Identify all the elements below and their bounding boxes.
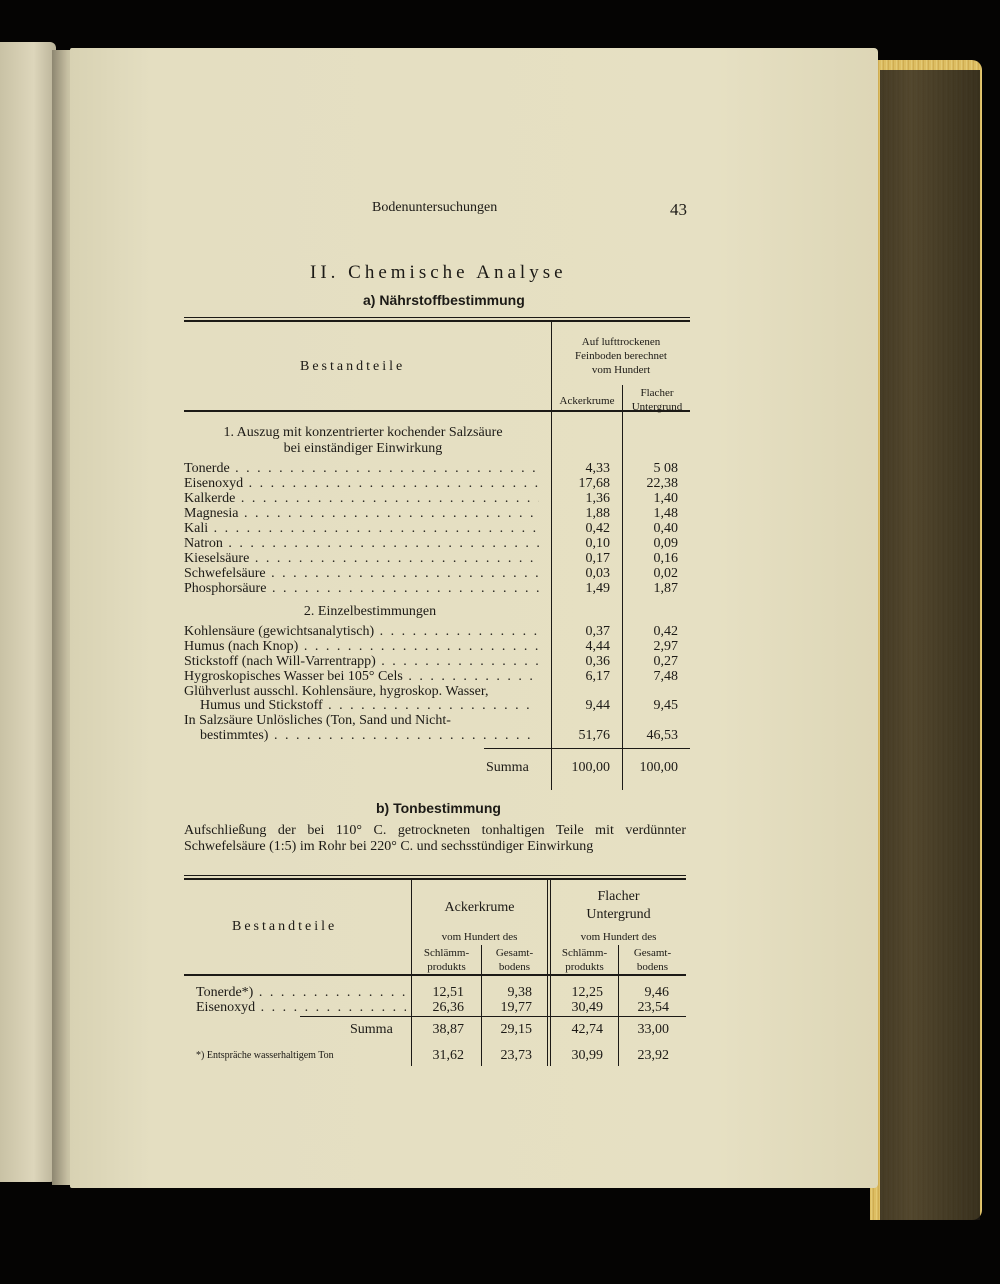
sub-line: Gesamt- bbox=[495, 947, 534, 959]
value: 23,92 bbox=[637, 1048, 669, 1063]
value-untergrund: 0,42 bbox=[653, 624, 678, 639]
book-cover-shadow bbox=[880, 70, 980, 1220]
summa-label: Summa bbox=[350, 1022, 393, 1037]
table1-col-label: Bestandteile bbox=[300, 359, 406, 374]
sub-schlaemm-2 bbox=[551, 946, 618, 974]
row-label: Hygroskopisches Wasser bei 105° Cels . . . bbox=[184, 669, 539, 684]
value-ackerkrume: 51,76 bbox=[578, 728, 610, 743]
row-label-line1: Glühverlust ausschl. Kohlensäure, hygroskop. Wasser, bbox=[184, 684, 489, 699]
value: 9,46 bbox=[644, 985, 669, 1000]
table1-col-divider bbox=[551, 322, 552, 790]
row-label: Kalkerde . . . bbox=[184, 491, 539, 506]
sub-schlaemm-1 bbox=[412, 946, 481, 974]
table1-top-rule-2 bbox=[184, 320, 690, 322]
subsection-b-title: b) Tonbestimmung bbox=[376, 800, 501, 816]
group-header-line: Feinboden berechnet bbox=[575, 350, 667, 362]
value-ackerkrume: 17,68 bbox=[578, 476, 610, 491]
row-label-line2: Humus und Stickstoff . . . bbox=[200, 698, 530, 713]
row-label: Eisenoxyd . . . bbox=[196, 1000, 406, 1015]
subsection-a-title: a) Nährstoffbestimmung bbox=[363, 292, 525, 308]
table2-col-divider-double bbox=[547, 880, 548, 1066]
running-title: Bodenuntersuchungen bbox=[372, 200, 498, 215]
value: 19,77 bbox=[500, 1000, 532, 1015]
value: 42,74 bbox=[571, 1022, 603, 1037]
value: 12,25 bbox=[571, 985, 603, 1000]
value: 31,62 bbox=[432, 1048, 464, 1063]
row-label: Natron . . . bbox=[184, 536, 539, 551]
value-untergrund: 22,38 bbox=[646, 476, 678, 491]
footnote-label: *) Entspräche wasserhaltigem Ton bbox=[196, 1050, 334, 1061]
value-ackerkrume: 0,37 bbox=[585, 624, 610, 639]
group1-title bbox=[188, 425, 538, 457]
value-untergrund: 0,27 bbox=[653, 654, 678, 669]
vom-hundert-untergrund: vom Hundert des bbox=[580, 931, 657, 943]
table2-col-label: Bestandteile bbox=[232, 919, 338, 934]
header-line: Flacher bbox=[597, 889, 640, 904]
table2-flacher-untergrund bbox=[551, 888, 686, 924]
value: 12,51 bbox=[432, 985, 464, 1000]
sub-line: bodens bbox=[498, 961, 531, 973]
sub-line: Gesamt- bbox=[633, 947, 672, 959]
value: 30,99 bbox=[571, 1048, 603, 1063]
sub-line: produkts bbox=[427, 961, 466, 973]
row-label: Magnesia . . . bbox=[184, 506, 539, 521]
group1-title-line: bei einständiger Einwirkung bbox=[283, 441, 443, 456]
row-label-line1: In Salzsäure Unlösliches (Ton, Sand und Nicht- bbox=[184, 713, 451, 728]
value-untergrund: 1,48 bbox=[653, 506, 678, 521]
value-untergrund: 5 08 bbox=[653, 461, 678, 476]
table1-group-header bbox=[553, 335, 689, 377]
value-ackerkrume: 6,17 bbox=[585, 669, 610, 684]
table2-header-rule bbox=[184, 974, 686, 976]
value: 23,54 bbox=[637, 1000, 669, 1015]
row-label-line2: bestimmtes) . . . bbox=[200, 728, 530, 743]
row-label: Tonerde . . . bbox=[184, 461, 539, 476]
row-label: Phosphorsäure . . . bbox=[184, 581, 539, 596]
col-header-line: Flacher bbox=[640, 387, 674, 399]
value-ackerkrume: 1,36 bbox=[585, 491, 610, 506]
row-label: Humus (nach Knop) . . . bbox=[184, 639, 539, 654]
value: 23,73 bbox=[500, 1048, 532, 1063]
value-untergrund: 7,48 bbox=[653, 669, 678, 684]
sub-line: produkts bbox=[565, 961, 604, 973]
value: 29,15 bbox=[500, 1022, 532, 1037]
header-line: Untergrund bbox=[586, 907, 651, 922]
group-header-line: Auf lufttrockenen bbox=[581, 336, 661, 348]
group2-title: 2. Einzelbestimmungen bbox=[303, 604, 437, 619]
row-label: Kali . . . bbox=[184, 521, 539, 536]
table1-top-rule bbox=[184, 317, 690, 318]
sub-gesamt-1 bbox=[482, 946, 547, 974]
value: 30,49 bbox=[571, 1000, 603, 1015]
col-header-line: Untergrund bbox=[631, 401, 683, 413]
row-label: Eisenoxyd . . . bbox=[184, 476, 539, 491]
value-untergrund: 0,40 bbox=[653, 521, 678, 536]
value-untergrund: 1,87 bbox=[653, 581, 678, 596]
row-label: Stickstoff (nach Will-Varrentrapp) . . . bbox=[184, 654, 539, 669]
value-ackerkrume: 0,36 bbox=[585, 654, 610, 669]
sub-gesamt-2 bbox=[619, 946, 686, 974]
summa-label: Summa bbox=[486, 760, 529, 775]
vom-hundert-acker: vom Hundert des bbox=[441, 931, 518, 943]
value: 26,36 bbox=[432, 1000, 464, 1015]
table1-col-untergrund bbox=[624, 386, 690, 414]
value-ackerkrume: 1,49 bbox=[585, 581, 610, 596]
value-untergrund: 100,00 bbox=[639, 760, 678, 775]
value-untergrund: 0,16 bbox=[653, 551, 678, 566]
row-label: Schwefelsäure . . . bbox=[184, 566, 539, 581]
left-page-edge bbox=[0, 42, 56, 1182]
tonbestimmung-intro: Aufschließung der bei 110° C. getrockneten tonhaltigen Teile mit verdünnter Schwefelsäure (1:5) im Rohr bei 220° C. und sechsstündiger Einwirkung bbox=[184, 823, 686, 854]
value-ackerkrume: 4,44 bbox=[585, 639, 610, 654]
value-untergrund: 0,09 bbox=[653, 536, 678, 551]
value-untergrund: 1,40 bbox=[653, 491, 678, 506]
value-ackerkrume: 4,33 bbox=[585, 461, 610, 476]
table2-ackerkrume: Ackerkrume bbox=[444, 900, 515, 915]
value-ackerkrume: 0,03 bbox=[585, 566, 610, 581]
group1-title-line: 1. Auszug mit konzentrierter kochender Salzsäure bbox=[223, 425, 503, 440]
table2-sum-rule bbox=[300, 1016, 686, 1017]
sub-line: bodens bbox=[636, 961, 669, 973]
value-ackerkrume: 0,42 bbox=[585, 521, 610, 536]
row-label: Kohlensäure (gewichtsanalytisch) . . . bbox=[184, 624, 539, 639]
value-untergrund: 2,97 bbox=[653, 639, 678, 654]
page-number: 43 bbox=[670, 200, 687, 219]
group-header-line: vom Hundert bbox=[591, 364, 651, 376]
row-label: Kieselsäure . . . bbox=[184, 551, 539, 566]
table2-top-rule bbox=[184, 875, 686, 876]
value-ackerkrume: 0,10 bbox=[585, 536, 610, 551]
value-untergrund: 9,45 bbox=[653, 698, 678, 713]
section-title: II. Chemische Analyse bbox=[310, 262, 567, 283]
value-ackerkrume: 9,44 bbox=[585, 698, 610, 713]
sub-line: Schlämm- bbox=[423, 947, 470, 959]
value: 38,87 bbox=[432, 1022, 464, 1037]
value-untergrund: 0,02 bbox=[653, 566, 678, 581]
row-label: Tonerde*) . . . bbox=[196, 985, 406, 1000]
table1-col-divider-2 bbox=[622, 385, 623, 790]
table1-header-rule bbox=[184, 410, 690, 412]
sub-line: Schlämm- bbox=[561, 947, 608, 959]
value: 33,00 bbox=[637, 1022, 669, 1037]
value-ackerkrume: 0,17 bbox=[585, 551, 610, 566]
table2-top-rule-2 bbox=[184, 878, 686, 880]
value-untergrund: 46,53 bbox=[646, 728, 678, 743]
table1-sum-rule bbox=[484, 748, 690, 749]
value: 9,38 bbox=[507, 985, 532, 1000]
table1-col-ackerkrume: Ackerkrume bbox=[559, 395, 615, 407]
value-ackerkrume: 1,88 bbox=[585, 506, 610, 521]
value-ackerkrume: 100,00 bbox=[571, 760, 610, 775]
